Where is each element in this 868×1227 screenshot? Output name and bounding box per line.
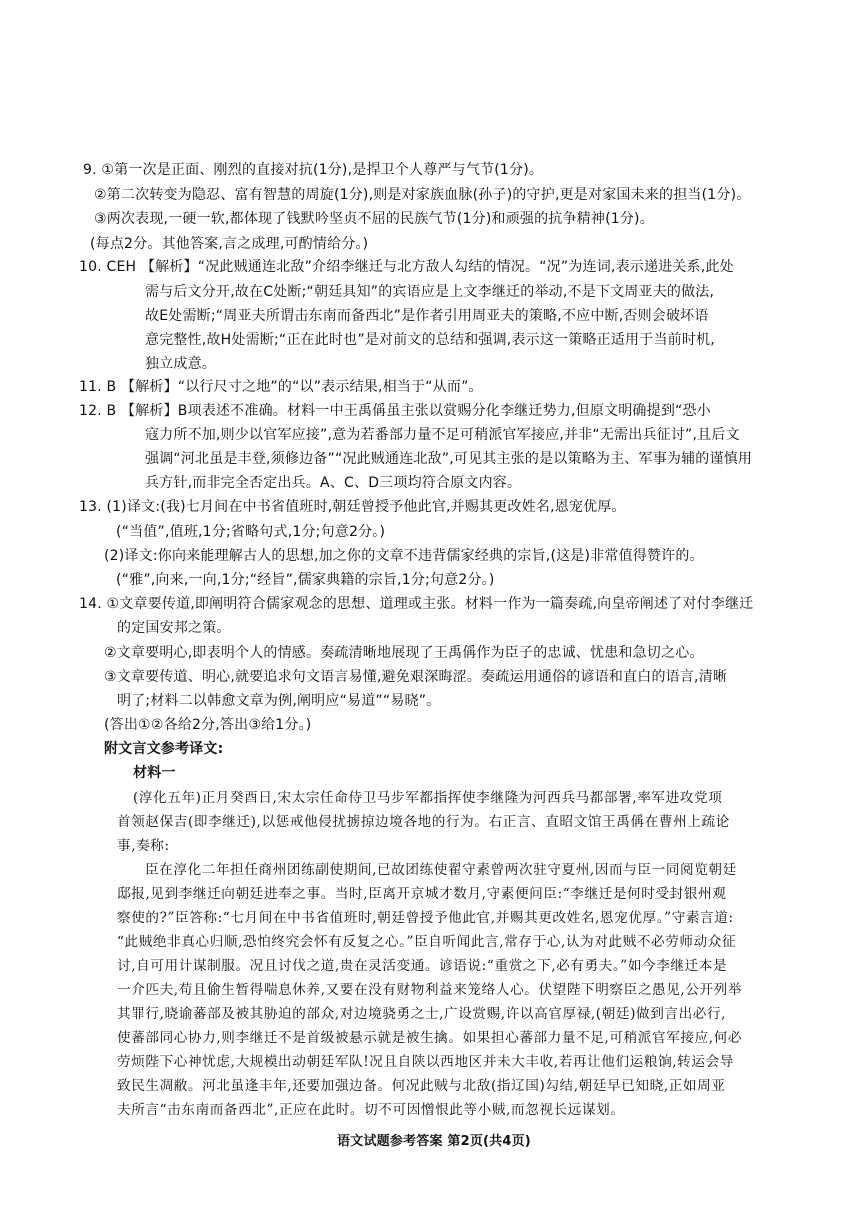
translation-p2-line-1: 臣在淳化二年担任商州团练副使期间,已故团练使翟守素曾两次驻守夏州,因而与臣一同阅览朝廷: [145, 862, 737, 878]
answer-12-line-3: 强调“河北虽是丰登,须修边备”“况此贼通连北敌”,可见其主张的是以策略为主、军事为辅的谨慎用: [145, 451, 753, 467]
appendix-heading: 附文言文参考译文:: [104, 741, 224, 757]
translation-p2-line-2: 邸报,见到李继迁向朝廷进奉之事。当时,臣离开京城才数月,守素便问臣:“李继迁是何时受封银州观: [117, 886, 727, 902]
translation-p2-line-9: 劳烦陛下心神忧虑,大规模出动朝廷军队!况且自陕以西地区并未大丰收,若再让他们运粮饷,转运会导: [117, 1054, 734, 1070]
answer-12-line-2: 寇力所不加,则少以官军应接”,意为若番部力量不足可稍派官军接应,并非“无需出兵征讨”,且后文: [145, 427, 740, 443]
translation-p1-line-3: 事,奏称:: [117, 838, 170, 854]
answer-10-line-2: 需与后文分开,故在C处断;“朝廷具知”的宾语应是上文李继迁的举动,不是下文周亚夫的做法,: [145, 284, 715, 300]
answer-14-line-4: ③文章要传道、明心,就要追求句文语言易懂,避免艰深晦涩。奏疏运用通俗的谚语和直白的语言,清晰: [104, 669, 728, 685]
answer-13-line-1: 13. (1)译文:(我)七月间在中书省值班时,朝廷曾授予他此官,并赐其更改姓名,恩宠优厚。: [79, 499, 626, 515]
answer-12-line-4: 兵方针,而非完全否定出兵。A、C、D三项均符合原文内容。: [145, 475, 522, 491]
answer-14-scoring: (答出①②各给2分,答出③给1分。): [104, 717, 312, 733]
translation-p2-line-5: 讨,自可用计谋制服。况且讨伐之道,贵在灵活变通。谚语说:“重赏之下,必有勇夫。”如今李继迁本是: [117, 958, 728, 974]
translation-p1-line-1: (淳化五年)正月癸酉日,宋太宗任命侍卫马步军都指挥使李继隆为河西兵马都部署,率军进攻党项: [133, 790, 723, 806]
answer-13-line-2: (2)译文:你向来能理解古人的思想,加之你的文章不违背儒家经典的宗旨,(这是)非常值得赞许的。: [104, 548, 704, 564]
translation-p2-line-11: 夫所言“击东南而备西北”,正应在此时。切不可因憎恨此等小贼,而忽视长远谋划。: [117, 1102, 625, 1118]
answer-13-scoring-2: (“雅”,向来,一向,1分;“经旨”,儒家典籍的宗旨,1分;句意2分。): [116, 572, 495, 588]
answer-9-line-2: ②第二次转变为隐忍、富有智慧的周旋(1分),则是对家族血脉(孙子)的守护,更是对家国未来的担当(1分)。: [94, 187, 751, 203]
answer-10-line-3: 故E处需断;“周亚夫所谓击东南而备西北”是作者引用周亚夫的策略,不应中断,否则会破坏语: [145, 308, 709, 324]
answer-14-line-1: 14. ①文章要传道,即阐明符合儒家观念的思想、道理或主张。材料一作为一篇奏疏,向皇帝阐述了对付李继迁: [79, 596, 754, 612]
page-footer: 语文试题参考答案 第2页(共4页): [337, 1134, 531, 1149]
translation-p2-line-8: 使蕃部同心协力,则李继迁不是首级被悬示就是被生擒。如果担心蕃部力量不足,可稍派官军接应,何必: [117, 1030, 743, 1046]
translation-p2-line-3: 察使的?”臣答称:“七月间在中书省值班时,朝廷曾授予他此官,并赐其更改姓名,恩宠优厚。”守素言道:: [117, 910, 734, 926]
translation-p2-line-7: 其罪行,晓谕蕃部及被其胁迫的部众,对边境骁勇之士,广设赏赐,许以高官厚禄,(朝廷)做到言出必行,: [117, 1006, 727, 1022]
answer-14-line-3: ②文章要明心,即表明个人的情感。奏疏清晰地展现了王禹偁作为臣子的忠诚、忧患和急切之心。: [104, 645, 704, 661]
answer-14-line-5: 明了;材料二以韩愈文章为例,阐明应“易道”“易晓”。: [117, 693, 441, 709]
answer-13-scoring-1: (“当值”,值班,1分;省略句式,1分;句意2分。): [116, 524, 386, 540]
answer-9-note: (每点2分。其他答案,言之成理,可酌情给分。): [90, 236, 369, 252]
answer-10-line-5: 独立成意。: [145, 356, 216, 372]
material-1-title: 材料一: [133, 765, 176, 781]
answer-10-line-4: 意完整性,故H处需断;“正在此时也”是对前文的总结和强调,表示这一策略正适用于当前时机,: [145, 332, 715, 348]
answer-12-line-1: 12. B 【解析】B项表述不准确。材料一中王禹偁虽主张以赏赐分化李继迁势力,但原文明确提到“恐小: [79, 403, 711, 419]
translation-p2-line-10: 致民生凋敝。河北虽逢丰年,还要加强边备。何况此贼与北敌(指辽国)勾结,朝廷早已知晓,正如周亚: [117, 1078, 726, 1094]
answer-9-line-3: ③两次表现,一硬一软,都体现了钱默吟坚贞不屈的民族气节(1分)和顽强的抗争精神(1分)。: [94, 211, 654, 227]
answer-9-line-1: 9. ①第一次是正面、刚烈的直接对抗(1分),是捍卫个人尊严与气节(1分)。: [83, 162, 544, 178]
answer-14-line-2: 的定国安邦之策。: [117, 620, 231, 636]
answer-11-line-1: 11. B 【解析】“以行尺寸之地”的“以”表示结果,相当于“从而”。: [79, 379, 483, 395]
translation-p2-line-6: 一介匹夫,苟且偷生暂得喘息休养,又要在没有财物利益来笼络人心。伏望陛下明察臣之愚见,公开列举: [117, 982, 743, 998]
translation-p1-line-2: 首领赵保吉(即李继迁),以惩戒他侵扰掳掠边境各地的行为。右正言、直昭文馆王禹偁在曹州上疏论: [117, 814, 730, 830]
translation-p2-line-4: “此贼绝非真心归顺,恐怕终究会怀有反复之心。”臣自听闻此言,常存于心,认为对此贼不必劳师动众征: [117, 934, 737, 950]
answer-10-line-1: 10. CEH 【解析】“况此贼通连北敌”介绍李继迁与北方敌人勾结的情况。“况”为连词,表示递进关系,此处: [79, 259, 734, 275]
